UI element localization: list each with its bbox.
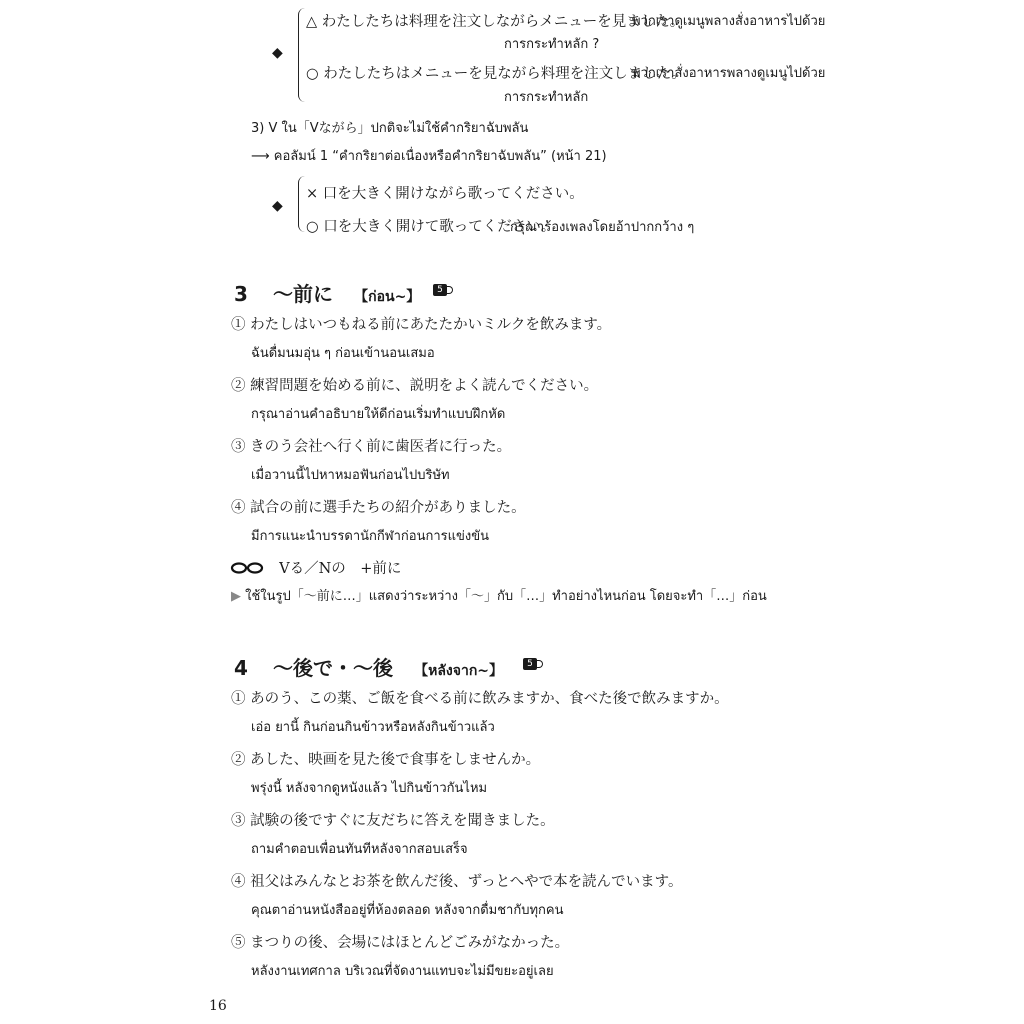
section-4-example-2-th: พรุ่งนี้ หลังจากดูหนังแล้ว ไปกินข้าวกันไหม (251, 781, 488, 796)
section-4-example-1-jp: ① あのう、この薬、ご飯を食べる前に飲みますか、食べた後で飲みますか。 (231, 691, 729, 707)
triangle-right-icon: ▶ (231, 589, 241, 604)
section-3-heading (234, 278, 420, 308)
section-4-title: ～後で・～後 (273, 656, 394, 680)
section-4-example-5-th: หลังงานเทศกาล บริเวณที่จัดงานแทบจะไม่มีขยะอยู่เลย (251, 964, 554, 979)
section-4-example-3-jp: ③ 試験の後ですぐに友だちに答えを聞きました。 (231, 813, 555, 829)
note-3-reference (251, 145, 607, 166)
block-a-line1-sub: การกระทำหลัก ? (504, 37, 600, 52)
arrow-right-icon: ⟶ (251, 149, 270, 164)
section-3-title: ～前に (273, 282, 334, 306)
section-4-example-4-jp: ④ 祖父はみんなとお茶を飲んだ後、ずっとへやで本を読んでいます。 (231, 874, 683, 890)
section-3-usage (231, 585, 767, 606)
section-3-thai-title: 【ก่อน~】 (354, 289, 421, 305)
section-3-example-4-th: มีการแนะนำบรรดานักกีฬาก่อนการแข่งขัน (251, 529, 490, 544)
page-number: 16 (209, 998, 227, 1014)
link-chain-icon (230, 559, 264, 578)
section-3-example-2-jp: ② 練習問題を始める前に、説明をよく読んでください。 (231, 378, 599, 394)
section-4-number: 4 (234, 656, 248, 680)
section-4-example-3-th: ถามคำตอบเพื่อนทันทีหลังจากสอบเสร็จ (251, 842, 468, 857)
section-3-example-3-th: เมื่อวานนี้ไปหาหมอฟันก่อนไปบริษัท (251, 468, 450, 483)
audio-track-icon: 5 (523, 658, 537, 670)
block-a-line2 (306, 62, 686, 83)
section-3-number: 3 (234, 282, 248, 306)
note-3-reference-text: คอลัมน์ 1 “คำกริยาต่อเนื่องหรือคำกริยาฉับพลัน” (หน้า 21) (273, 149, 607, 164)
note-3: 3) V ใน「Vながら」ปกติจะไม่ใช้คำกริยาฉับพลัน (251, 121, 529, 136)
section-3-pattern-text: Vる／Nの +前に (279, 561, 402, 577)
block-b-line2-jp: ○ 口を大きく開けて歌ってください。 (306, 219, 556, 235)
block-a-line1-th: พวกเราดูเมนูพลางสั่งอาหารไปด้วย (632, 14, 826, 29)
section-3-example-3-jp: ③ きのう会社へ行く前に歯医者に行った。 (231, 439, 512, 455)
section-4-example-1-th: เอ่อ ยานี้ กินก่อนกินข้าวหรือหลังกินข้าวแล้ว (251, 720, 495, 735)
block-b-line1-jp: × 口を大きく開けながら歌ってください。 (306, 186, 584, 202)
block-a-line2-sub: การกระทำหลัก (504, 90, 589, 105)
section-3-example-2-th: กรุณาอ่านคำอธิบายให้ดีก่อนเริ่มทำแบบฝึกหัด (251, 407, 506, 422)
audio-track-icon: 5 (433, 284, 447, 296)
section-4-example-5-jp: ⑤ まつりの後、会場にはほとんどごみがなかった。 (231, 935, 570, 951)
section-3-usage-text: ใช้ในรูป「～前に…」แสดงว่าระหว่าง「～」กับ「…」ทำอย่างไหนก่อน โดยจะทำ「…」ก่อน (245, 589, 767, 604)
section-4-heading (234, 652, 503, 682)
section-3-example-1-th: ฉันดื่มนมอุ่น ๆ ก่อนเข้านอนเสมอ (251, 346, 435, 361)
diamond-bullet-b: ◆ (272, 198, 283, 214)
section-4-example-2-jp: ② あした、映画を見た後で食事をしませんか。 (231, 752, 541, 768)
block-b-line2-th: กรุณาร้องเพลงโดยอ้าปากกว้าง ๆ (510, 220, 695, 235)
block-a-line2-th: พวกเราสั่งอาหารพลางดูเมนูไปด้วย (632, 66, 826, 81)
diamond-bullet-a: ◆ (272, 45, 283, 61)
section-3-example-4-jp: ④ 試合の前に選手たちの紹介がありました。 (231, 500, 526, 516)
section-3-pattern (230, 557, 401, 578)
block-a-line2-jp: ○ わたしたちはメニューを見ながら料理を注文しました。 (306, 66, 686, 82)
block-a-line1-jp: △ わたしたちは料理を注文しながらメニューを見ました。 (306, 14, 685, 30)
section-4-example-4-th: คุณตาอ่านหนังสืออยู่ที่ห้องตลอด หลังจากดื่มชากับทุกคน (251, 903, 564, 918)
block-a-line1 (306, 10, 684, 31)
section-3-example-1-jp: ① わたしはいつもねる前にあたたかいミルクを飲みます。 (231, 317, 612, 333)
section-4-thai-title: 【หลังจาก~】 (414, 663, 504, 679)
